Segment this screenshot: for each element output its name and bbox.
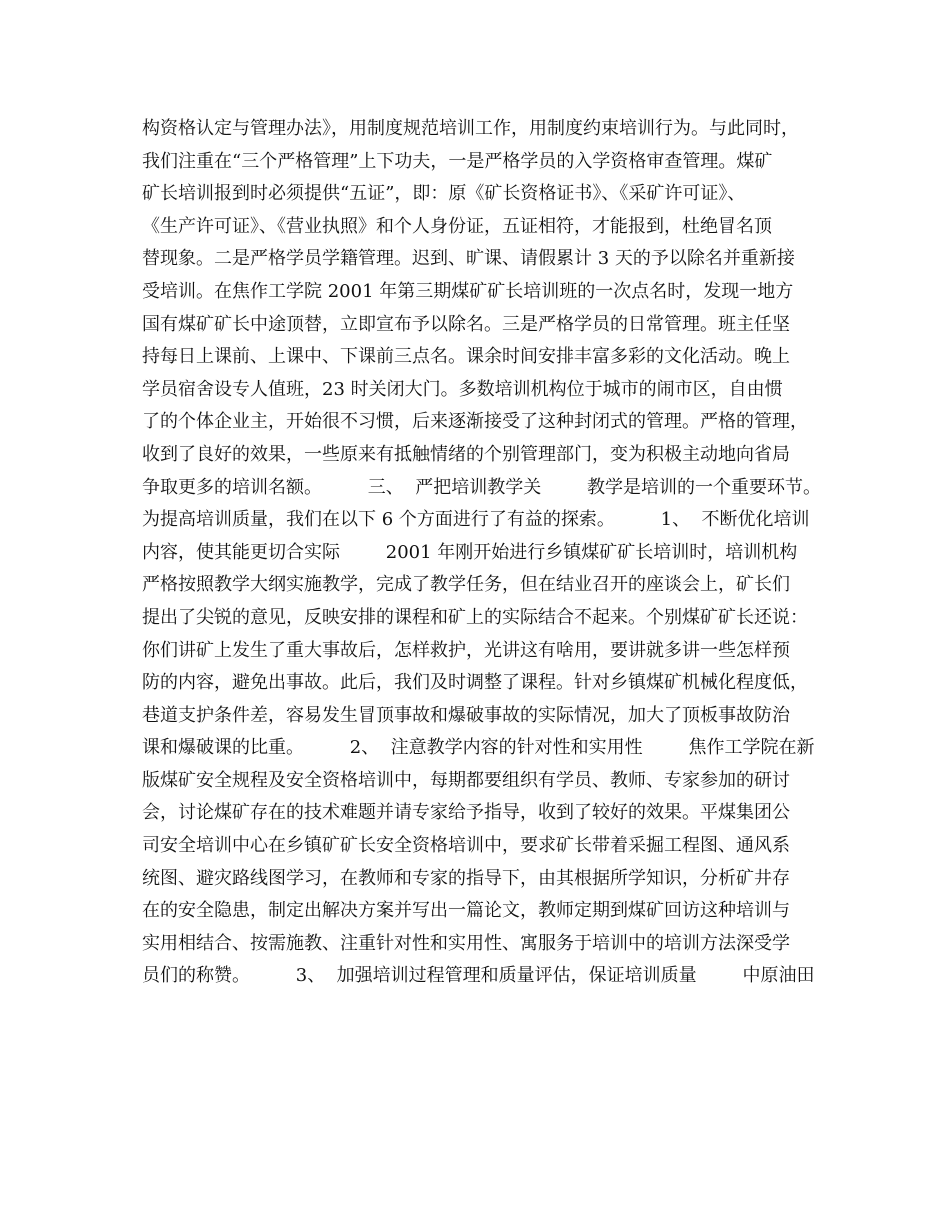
text-line: 严格按照教学大纲实施教学，完成了教学任务，但在结业召开的座谈会上，矿长们: [142, 574, 790, 596]
text-line: 受培训。在焦作工学院 2001 年第三期煤矿矿长培训班的一次点名时，发现一地方: [142, 280, 794, 302]
body-text: [142, 113, 832, 993]
text-line: 防的内容，避免出事故。此后，我们及时调整了课程。针对乡镇煤矿机械化程度低，: [142, 672, 808, 694]
text-line: 我们注重在“三个严格管理”上下功夫，一是严格学员的入学资格审查管理。煤矿: [142, 150, 773, 172]
text-line: 员们的称赞。 3、 加强培训过程管理和质量评估，保证培训质量 中原油田: [142, 965, 815, 987]
text-line: 构资格认定与管理办法》，用制度规范培训工作，用制度约束培训行为。与此同时，: [142, 118, 799, 139]
text-line: 收到了良好的效果，一些原来有抵触情绪的个别管理部门，变为积极主动地向省局: [142, 443, 790, 465]
text-line: 在的安全隐患，制定出解决方案并写出一篇论文，教师定期到煤矿回访这种培训与: [142, 900, 790, 922]
text-line: 持每日上课前、上课中、下课前三点名。课余时间安排丰富多彩的文化活动。晚上: [142, 346, 790, 368]
text-line: 提出了尖锐的意见，反映安排的课程和矿上的实际结合不起来。个别煤矿矿长还说：: [142, 606, 808, 628]
text-line: 学员宿舍设专人值班，23 时关闭大门。多数培训机构位于城市的闹市区，自由惯: [142, 378, 783, 400]
text-line: 争取更多的培训名额。 三、 严把培训教学关 教学是培训的一个重要环节。: [142, 476, 821, 498]
text-line: 版煤矿安全规程及安全资格培训中，每期都要组织有学员、教师、专家参加的研讨: [142, 769, 790, 791]
text-line: 司安全培训中心在乡镇矿矿长安全资格培训中，要求矿长带着采掘工程图、通风系: [142, 835, 790, 857]
text-line: 你们讲矿上发生了重大事故后，怎样救护，光讲这有啥用，要讲就多讲一些怎样预: [142, 639, 790, 661]
text-line: 国有煤矿矿长中途顶替，立即宣布予以除名。三是严格学员的日常管理。班主任坚: [142, 313, 790, 335]
text-line: 实用相结合、按需施教、注重针对性和实用性、寓服务于培训中的培训方法深受学: [142, 932, 790, 954]
text-line: 矿长培训报到时必须提供“五证”，即：原《矿长资格证书》、《采矿许可证》、: [142, 183, 746, 205]
text-line: 《生产许可证》、《营业执照》和个人身份证，五证相符，才能报到，杜绝冒名顶: [142, 215, 772, 237]
text-line: 为提高培训质量，我们在以下 6 个方面进行了有益的探索。 1、 不断优化培训: [142, 509, 810, 531]
text-line: 巷道支护条件差，容易发生冒顶事故和爆破事故的实际情况，加大了顶板事故防治: [142, 704, 790, 726]
text-line: 会，讨论煤矿存在的技术难题并请专家给予指导，收到了较好的效果。平煤集团公: [142, 802, 790, 824]
text-line: 统图、避灾路线图学习，在教师和专家的指导下，由其根据所学知识，分析矿井存: [142, 867, 790, 889]
text-line: 了的个体企业主，开始很不习惯，后来逐渐接受了这种封闭式的管理。严格的管理，: [142, 411, 808, 433]
text-line: 内容，使其能更切合实际 2001 年刚开始进行乡镇煤矿矿长培训时，培训机构: [142, 541, 798, 563]
text-line: 替现象。二是严格学员学籍管理。迟到、旷课、请假累计 3 天的予以除名并重新接: [142, 248, 795, 270]
text-line: 课和爆破课的比重。 2、 注意教学内容的针对性和实用性 焦作工学院在新: [142, 737, 815, 759]
